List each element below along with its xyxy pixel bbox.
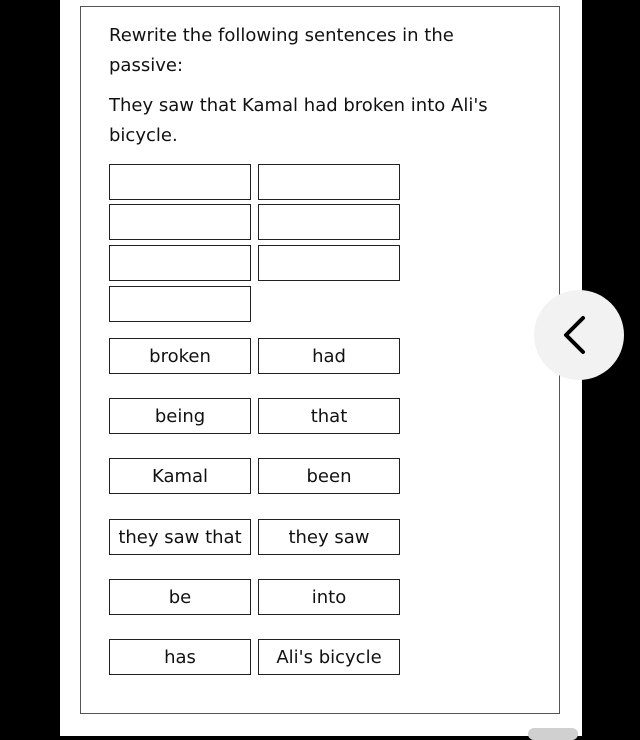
question-card — [80, 6, 560, 714]
word-tile-into[interactable]: into — [258, 579, 400, 615]
answer-slot-6[interactable] — [258, 245, 400, 281]
word-tile-that[interactable]: that — [258, 398, 400, 434]
word-tile-alis-bicycle[interactable]: Ali's bicycle — [258, 639, 400, 675]
answer-slot-2[interactable] — [258, 164, 400, 200]
page — [60, 0, 582, 736]
word-tile-been[interactable]: been — [258, 458, 400, 494]
word-tile-being[interactable]: being — [109, 398, 251, 434]
word-tile-they-saw[interactable]: they saw — [258, 519, 400, 555]
answer-slot-4[interactable] — [258, 204, 400, 240]
instruction-text: Rewrite the following sentences in the passive: — [109, 25, 454, 76]
answer-slot-5[interactable] — [109, 245, 251, 281]
answer-slot-7[interactable] — [109, 286, 251, 322]
word-tile-be[interactable]: be — [109, 579, 251, 615]
previous-button[interactable] — [534, 290, 624, 380]
word-tile-has[interactable]: has — [109, 639, 251, 675]
word-tile-broken[interactable]: broken — [109, 338, 251, 374]
chevron-left-icon — [561, 315, 587, 355]
answer-slot-3[interactable] — [109, 204, 251, 240]
answer-slot-1[interactable] — [109, 164, 251, 200]
word-tile-they-saw-that[interactable]: they saw that — [109, 519, 251, 555]
word-tile-had[interactable]: had — [258, 338, 400, 374]
source-sentence: They saw that Kamal had broken into Ali's bicycle. — [109, 95, 488, 146]
word-tile-kamal[interactable]: Kamal — [109, 458, 251, 494]
scroll-indicator — [528, 728, 578, 740]
